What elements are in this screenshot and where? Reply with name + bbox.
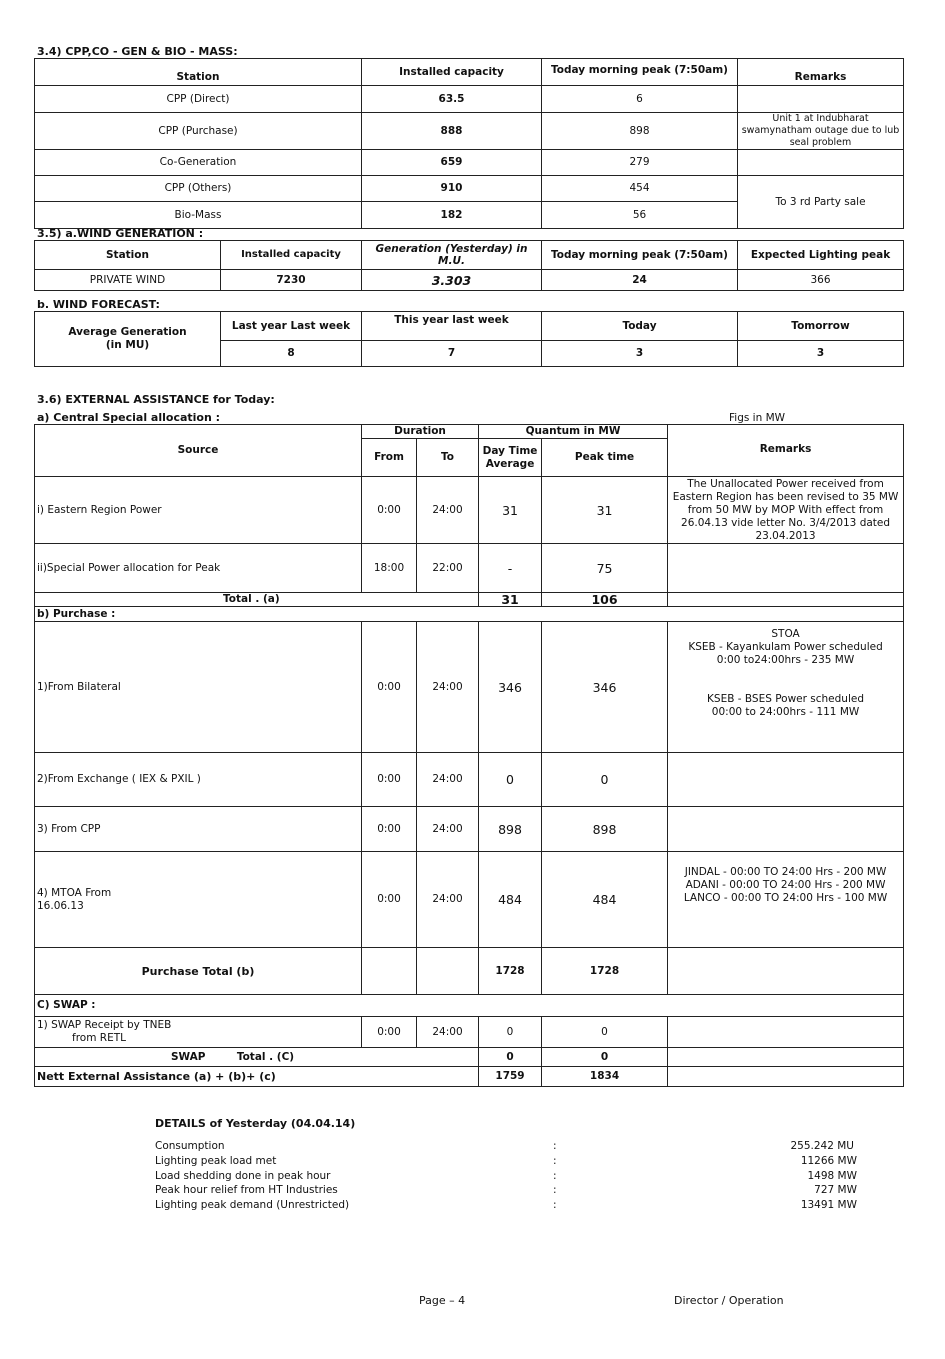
source-line: 16.06.13 — [37, 899, 84, 912]
capacity-value: 7230 — [221, 270, 362, 291]
source-line: 1) SWAP Receipt by TNEB — [37, 1019, 172, 1031]
day-value: 898 — [479, 807, 542, 852]
header-installed-capacity: Installed capacity — [362, 59, 542, 86]
details-separator: : — [553, 1199, 557, 1212]
header-to: To — [417, 439, 479, 477]
peak-value: 6 — [542, 86, 738, 113]
to-cell: 22:00 — [417, 544, 479, 593]
remarks-line: KSEB - BSES Power scheduled — [707, 693, 865, 705]
section-3-6-title: 3.6) EXTERNAL ASSISTANCE for Today: — [37, 393, 275, 406]
from-cell: 0:00 — [362, 807, 417, 852]
bilateral-remarks — [668, 622, 904, 753]
from-cell: 0:00 — [362, 477, 417, 544]
source-line: 4) MTOA From — [37, 886, 112, 899]
details-value: 1498 MW — [807, 1169, 857, 1182]
swap-total-label-1: SWAP — [171, 1050, 206, 1063]
remarks-line: ADANI - 00:00 TO 24:00 Hrs - 200 MW — [685, 879, 886, 891]
purchase-total-day: 1728 — [479, 948, 542, 995]
purchase-total-peak: 1728 — [542, 948, 668, 995]
total-a-peak: 106 — [542, 593, 668, 607]
details-label: Lighting peak load met — [155, 1154, 277, 1167]
details-title: DETAILS of Yesterday (04.04.14) — [155, 1117, 356, 1130]
day-value: 31 — [479, 477, 542, 544]
source-cell: 2)From Exchange ( IEX & PXIL ) — [35, 753, 362, 807]
station-name: Bio-Mass — [35, 202, 362, 229]
day-value: - — [479, 544, 542, 593]
remarks-cell — [668, 753, 904, 807]
forecast-value: 3 — [738, 341, 904, 367]
purchase-title: b) Purchase : — [35, 607, 904, 622]
remarks-cell: The Unallocated Power received from Eastern Region has been revised to 35 MW from 50 MW by MOP With effect from 26.04.13 vide letter No. 3/4/2013 dated 23.04.2013 — [668, 477, 904, 544]
details-row — [155, 1169, 860, 1184]
external-assistance-table — [34, 424, 904, 1087]
total-a-label: Total . (a) — [35, 593, 479, 607]
header-this-year: This year last week — [362, 312, 542, 341]
header-from: From — [362, 439, 417, 477]
total-a-day: 31 — [479, 593, 542, 607]
peak-value: 31 — [542, 477, 668, 544]
source-cell — [35, 852, 362, 948]
remarks-line: 0:00 to24:00hrs - 235 MW — [716, 654, 855, 666]
remarks-line: JINDAL - 00:00 TO 24:00 Hrs - 200 MW — [684, 866, 887, 878]
station-name: CPP (Direct) — [35, 86, 362, 113]
swap-total-day: 0 — [479, 1048, 542, 1067]
nett-assistance-day: 1759 — [479, 1067, 542, 1087]
remarks-cell: To 3 rd Party sale — [738, 176, 904, 229]
wind-generation-table — [34, 240, 904, 291]
from-cell: 0:00 — [362, 622, 417, 753]
details-label: Lighting peak demand (Unrestricted) — [155, 1199, 350, 1212]
signatory: Director / Operation — [674, 1294, 784, 1307]
capacity-value: 182 — [362, 202, 542, 229]
remarks-cell — [668, 1048, 904, 1067]
remarks-cell — [668, 593, 904, 607]
swap-total-peak: 0 — [542, 1048, 668, 1067]
station-name: Co-Generation — [35, 150, 362, 176]
capacity-value: 659 — [362, 150, 542, 176]
expected-value: 366 — [738, 270, 904, 291]
details-list — [155, 1139, 860, 1213]
cpp-table — [34, 58, 904, 229]
source-line: from RETL — [72, 1032, 126, 1044]
details-row — [155, 1183, 860, 1198]
peak-value: 898 — [542, 113, 738, 150]
peak-value: 454 — [542, 176, 738, 202]
details-row — [155, 1198, 860, 1213]
remarks-cell — [738, 150, 904, 176]
header-quantum: Quantum in MW — [479, 425, 668, 439]
details-separator: : — [553, 1154, 557, 1167]
page-number: Page – 4 — [419, 1294, 466, 1307]
station-name: CPP (Purchase) — [35, 113, 362, 150]
details-label: Peak hour relief from HT Industries — [155, 1184, 338, 1197]
details-value: 11266 MW — [800, 1154, 857, 1167]
peak-value: 75 — [542, 544, 668, 593]
swap-total-label-2: Total . (C) — [236, 1050, 295, 1063]
details-row — [155, 1154, 860, 1169]
source-cell: i) Eastern Region Power — [35, 477, 362, 544]
empty-cell — [417, 948, 479, 995]
details-separator: : — [553, 1169, 557, 1182]
peak-value: 898 — [542, 807, 668, 852]
remarks-cell — [668, 1067, 904, 1087]
nett-assistance-label: Nett External Assistance (a) + (b)+ (c) — [35, 1067, 479, 1087]
section-3-5-title: 3.5) a.WIND GENERATION : — [37, 227, 204, 240]
from-cell: 0:00 — [362, 753, 417, 807]
capacity-value: 888 — [362, 113, 542, 150]
to-cell: 24:00 — [417, 852, 479, 948]
peak-value: 0 — [542, 1017, 668, 1048]
details-separator: : — [553, 1140, 557, 1152]
remarks-cell — [668, 1017, 904, 1048]
to-cell: 24:00 — [417, 807, 479, 852]
details-row — [155, 1139, 860, 1154]
capacity-value: 63.5 — [362, 86, 542, 113]
peak-value: 484 — [542, 852, 668, 948]
details-label: Consumption — [155, 1140, 225, 1152]
remarks-cell — [668, 807, 904, 852]
details-label: Load shedding done in peak hour — [155, 1169, 331, 1182]
to-cell: 24:00 — [417, 753, 479, 807]
source-cell — [35, 1017, 362, 1048]
forecast-value: 7 — [362, 341, 542, 367]
header-duration: Duration — [362, 425, 479, 439]
section-3-4-title: 3.4) CPP,CO - GEN & BIO - MASS: — [37, 45, 238, 58]
remarks-cell — [738, 86, 904, 113]
day-value: 484 — [479, 852, 542, 948]
from-cell: 0:00 — [362, 852, 417, 948]
nett-assistance-peak: 1834 — [542, 1067, 668, 1087]
source-cell: 1)From Bilateral — [35, 622, 362, 753]
peak-value: 279 — [542, 150, 738, 176]
average-generation-label: Average Generation (in MU) — [35, 312, 221, 367]
peak-value: 346 — [542, 622, 668, 753]
header-installed-capacity: Installed capacity — [221, 241, 362, 270]
swap-total-label — [35, 1048, 479, 1067]
capacity-value: 910 — [362, 176, 542, 202]
header-day-time-average: Day Time Average — [479, 439, 542, 477]
purchase-total-label: Purchase Total (b) — [35, 948, 362, 995]
forecast-value: 3 — [542, 341, 738, 367]
details-value: 727 MW — [814, 1184, 857, 1197]
remarks-line: STOA — [771, 628, 800, 640]
remarks-cell: Unit 1 at Indubharat swamynatham outage due to lub seal problem — [738, 113, 904, 150]
figs-unit-note: Figs in MW — [729, 412, 786, 424]
header-expected-lighting-peak: Expected Lighting peak — [738, 241, 904, 270]
remarks-cell — [668, 544, 904, 593]
header-remarks: Remarks — [738, 59, 904, 86]
details-value: 255.242 MU — [790, 1140, 854, 1152]
header-station: Station — [35, 241, 221, 270]
day-value: 346 — [479, 622, 542, 753]
remarks-line: 00:00 to 24:00hrs - 111 MW — [711, 706, 860, 718]
remarks-line: KSEB - Kayankulam Power scheduled — [688, 641, 883, 653]
header-source: Source — [35, 425, 362, 477]
peak-value: 24 — [542, 270, 738, 291]
central-allocation-title: a) Central Special allocation : — [37, 411, 221, 424]
swap-title: C) SWAP : — [35, 995, 904, 1017]
header-peak-time: Peak time — [542, 439, 668, 477]
wind-forecast-table — [34, 311, 904, 367]
remarks-line: LANCO - 00:00 TO 24:00 Hrs - 100 MW — [683, 892, 888, 904]
from-cell: 0:00 — [362, 1017, 417, 1048]
source-cell: ii)Special Power allocation for Peak — [35, 544, 362, 593]
wind-forecast-title: b. WIND FORECAST: — [37, 298, 160, 311]
source-cell: 3) From CPP — [35, 807, 362, 852]
header-today: Today — [542, 312, 738, 341]
header-morning-peak: Today morning peak (7:50am) — [542, 241, 738, 270]
to-cell: 24:00 — [417, 1017, 479, 1048]
header-morning-peak: Today morning peak (7:50am) — [542, 59, 738, 86]
generation-value: 3.303 — [362, 270, 542, 291]
remarks-cell — [668, 948, 904, 995]
to-cell: 24:00 — [417, 622, 479, 753]
peak-value: 56 — [542, 202, 738, 229]
header-tomorrow: Tomorrow — [738, 312, 904, 341]
station-name: PRIVATE WIND — [35, 270, 221, 291]
station-name: CPP (Others) — [35, 176, 362, 202]
header-last-year: Last year Last week — [221, 312, 362, 341]
forecast-value: 8 — [221, 341, 362, 367]
day-value: 0 — [479, 1017, 542, 1048]
mtoa-remarks — [668, 852, 904, 948]
day-value: 0 — [479, 753, 542, 807]
header-generation-yesterday: Generation (Yesterday) in M.U. — [362, 241, 542, 270]
header-station: Station — [35, 59, 362, 86]
peak-value: 0 — [542, 753, 668, 807]
details-separator: : — [553, 1184, 557, 1197]
details-value: 13491 MW — [800, 1199, 857, 1212]
from-cell: 18:00 — [362, 544, 417, 593]
empty-cell — [362, 948, 417, 995]
header-remarks: Remarks — [668, 425, 904, 477]
to-cell: 24:00 — [417, 477, 479, 544]
